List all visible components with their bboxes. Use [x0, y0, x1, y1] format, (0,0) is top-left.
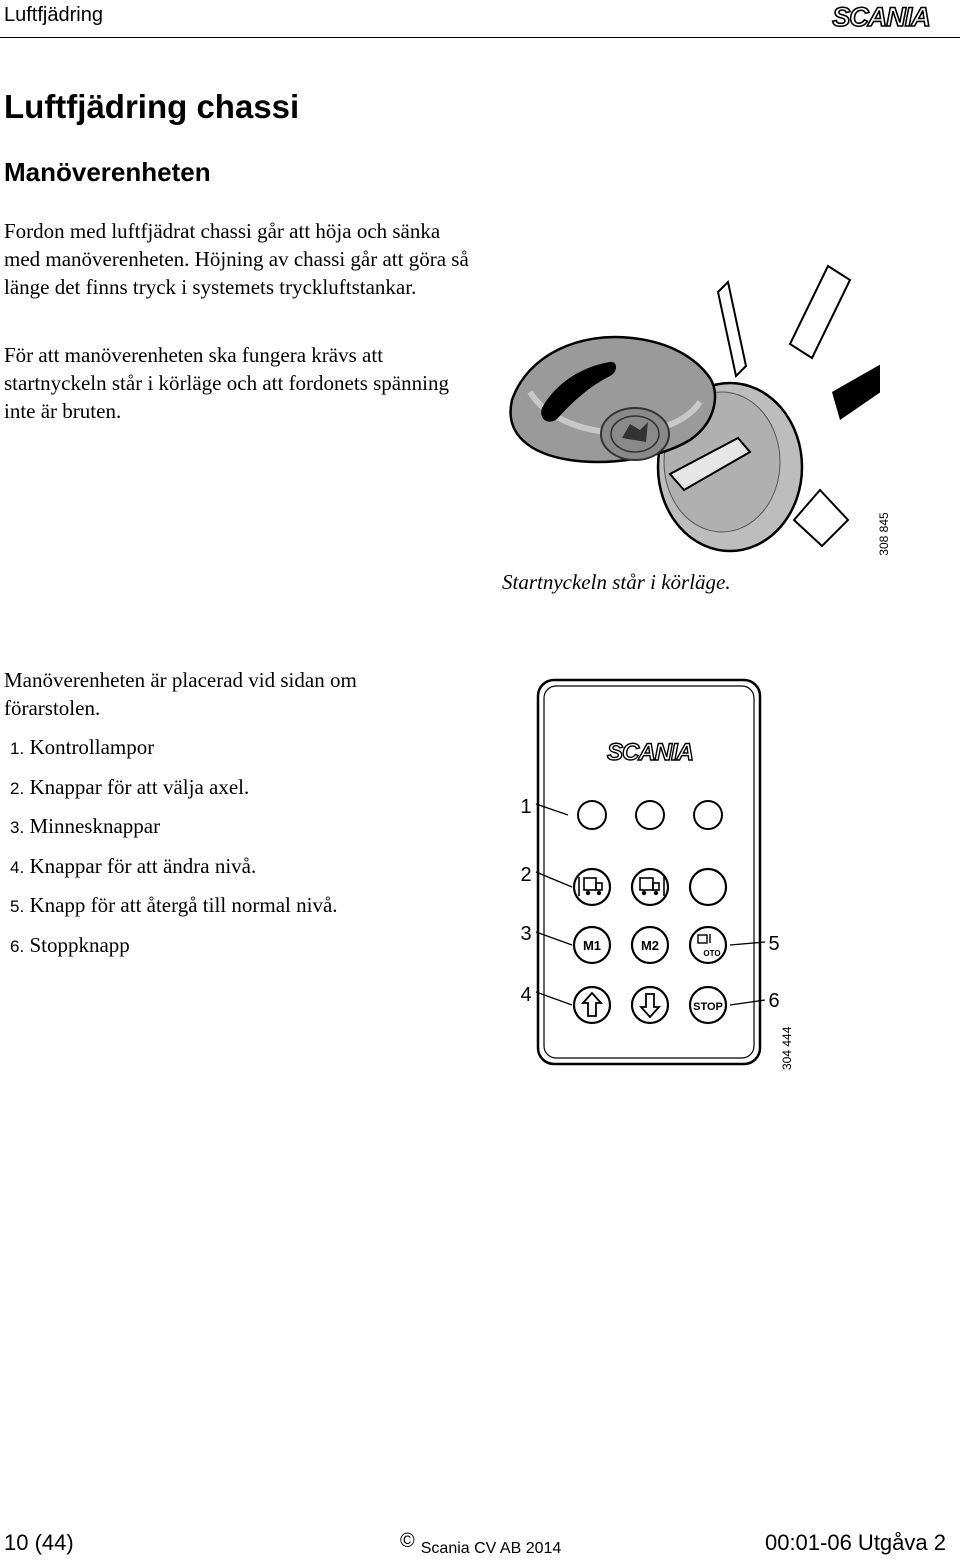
ignition-key-illustration — [500, 262, 880, 562]
rear-axle-button[interactable] — [632, 869, 668, 905]
stop-label: STOP — [693, 1001, 723, 1013]
paragraph-requirements: För att manöverenheten ska fungera krävs att startnyckeln står i körläge och att fordonets spänning inte är bruten. — [4, 343, 449, 423]
normal-level-button[interactable] — [690, 927, 726, 963]
m1-label: M1 — [582, 938, 602, 953]
list-item: 2. Knappar för att välja axel. — [10, 774, 250, 799]
svg-text:SCANIA: SCANIA — [832, 2, 930, 32]
paragraph-location: Manöverenheten är placerad vid sidan om förarstolen. — [4, 668, 357, 720]
indicator-lamp — [578, 801, 606, 829]
front-axle-button[interactable] — [574, 869, 610, 905]
footer-page-number: 10 (44) — [4, 1530, 74, 1555]
header-title: Luftfjädring — [4, 4, 103, 26]
unit-logo: SCANIA — [606, 739, 694, 766]
memory-m1-button[interactable] — [574, 927, 610, 963]
callout-2: 2 — [520, 864, 532, 886]
list-item: 3. Minnesknappar — [10, 814, 161, 839]
page-title: Luftfjädring chassi — [4, 88, 300, 125]
callout-3: 3 — [520, 923, 532, 945]
paragraph-intro: Fordon med luftfjädrat chassi går att höja och sänka med manöverenheten. Höjning av chassi går att göra så länge det finns tryck i systemets tryckluftstankar. — [4, 219, 469, 299]
legend-list — [10, 733, 338, 971]
list-item: 6. Stoppknapp — [10, 932, 130, 957]
indicator-lamp — [636, 801, 664, 829]
figure-caption-key: Startnyckeln står i körläge. — [502, 570, 731, 594]
section-title: Manöverenheten — [4, 157, 211, 187]
list-item: 5. Knapp för att återgå till normal nivå. — [10, 893, 338, 918]
blank-button[interactable] — [690, 869, 726, 905]
indicator-lamp — [694, 801, 722, 829]
m2-label: M2 — [640, 938, 660, 953]
callout-5: 5 — [768, 933, 780, 955]
figure-code-unit: 304 444 — [780, 1026, 794, 1070]
memory-m2-button[interactable] — [632, 927, 668, 963]
figure-code-key: 308 845 — [877, 512, 891, 556]
header-divider — [0, 37, 960, 38]
lower-button[interactable] — [632, 987, 668, 1023]
callout-4: 4 — [520, 984, 532, 1006]
footer-version: 00:01-06 Utgåva 2 — [764, 1530, 946, 1555]
callout-6: 6 — [768, 990, 780, 1012]
footer-copyright: © Scania CV AB 2014 — [400, 1530, 562, 1557]
control-unit-illustration — [500, 670, 820, 1080]
stop-button[interactable] — [690, 987, 726, 1023]
list-item: 4. Knappar för att ändra nivå. — [10, 853, 257, 878]
raise-button[interactable] — [574, 987, 610, 1023]
pto-label: OTO — [703, 949, 721, 958]
callout-1: 1 — [520, 796, 532, 818]
list-item: 1. Kontrollampor — [10, 735, 155, 759]
scania-logo — [806, 1, 956, 33]
